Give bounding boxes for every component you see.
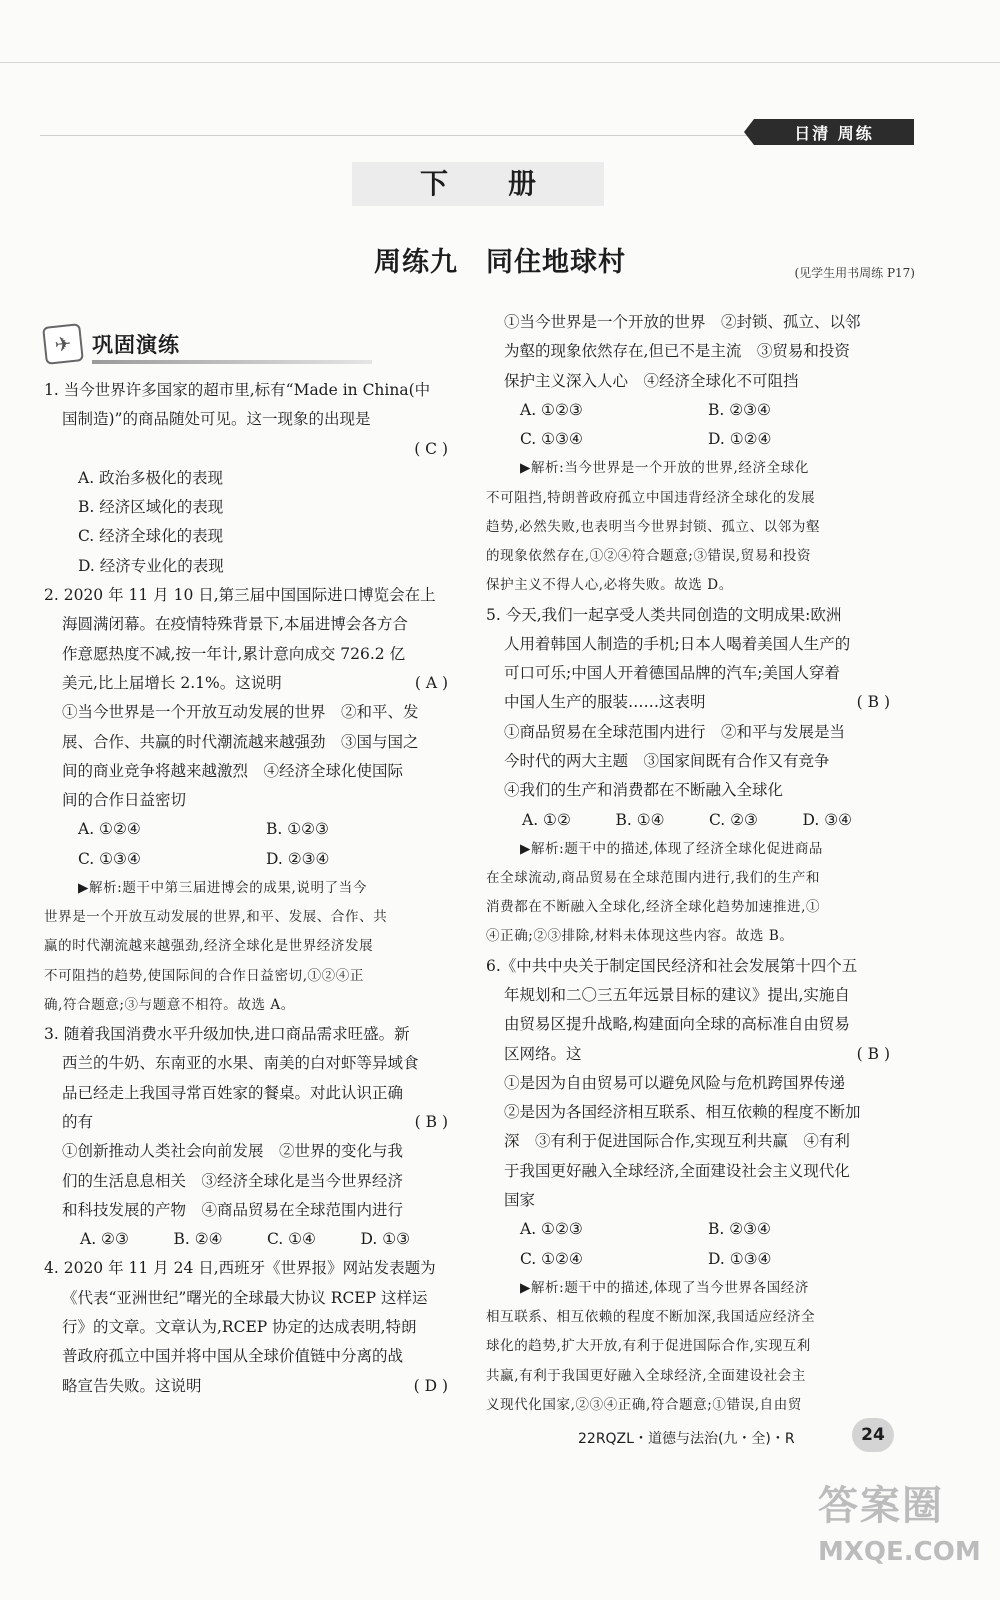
q1-line: 国制造)”的商品随处可见。这一现象的出现是 — [62, 410, 371, 429]
q4-statement: ①当今世界是一个开放的世界 ②封锁、孤立、以邻 — [504, 313, 861, 331]
q3-statement: 和科技发展的产物 ④商品贸易在全球范围内进行 — [62, 1200, 404, 1219]
q5-statement: ①商品贸易在全球范围内进行 ②和平与发展是当 — [504, 722, 846, 741]
q5-line: 人用着韩国人制造的手机;日本人喝着美国人生产的 — [504, 634, 851, 653]
q1-option: D. 经济专业化的表现 — [78, 556, 224, 575]
q5-line: 中国人生产的服装……这表明 — [504, 693, 706, 712]
q3-line: 品已经走上我国寻常百姓家的餐桌。对此认识正确 — [62, 1083, 404, 1102]
analysis-line: 共赢,有利于我国更好融入全球经济,全面建设社会主 — [486, 1367, 806, 1384]
q2-answer: ( A ) — [414, 673, 448, 692]
q2-line: 2. 2020 年 11 月 10 日,第三届中国国际进口博览会在上 — [44, 586, 436, 605]
volume-title: 下册 — [419, 167, 596, 200]
q1-option: A. 政治多极化的表现 — [78, 468, 224, 487]
q4-statement: 保护主义深入人心 ④经济全球化不可阻挡 — [504, 371, 799, 390]
q3-answer: ( B ) — [414, 1112, 448, 1131]
q3-statement: ①创新推动人类社会向前发展 ②世界的变化与我 — [62, 1142, 404, 1161]
section-title: 巩固演练 — [92, 333, 180, 357]
q5-line: 可口可乐;中国人开着德国品牌的汽车;美国人穿着 — [504, 664, 840, 683]
q3-option: B. ②④ — [173, 1230, 223, 1249]
analysis-line: 保护主义不得人心,必将失败。故选 D。 — [486, 577, 733, 594]
q2-statement: 展、合作、共赢的时代潮流越来越强劲 ③国与国之 — [62, 732, 419, 751]
q4-option: C. ①③④ — [520, 430, 583, 449]
q6-answer: ( B ) — [856, 1044, 890, 1063]
header-rule — [40, 135, 760, 136]
analysis-line: 赢的时代潮流越来越强劲,经济全球化是世界经济发展 — [44, 938, 374, 955]
top-divider — [0, 62, 1000, 63]
q6-statement: ②是因为各国经济相互联系、相互依赖的程度不断加 — [504, 1103, 861, 1122]
q2-option: A. ①②④ — [78, 820, 141, 839]
q4-answer: ( D ) — [413, 1376, 448, 1395]
q1-line: 1. 当今世界许多国家的超市里,标有“Made in China(中 — [44, 381, 431, 399]
q5-option: A. ①② — [522, 810, 571, 829]
analysis-line: 世界是一个开放互动发展的世界,和平、发展、合作、共 — [44, 909, 388, 926]
tag-arrow-icon — [744, 119, 754, 145]
q5-line: 5. 今天,我们一起享受人类共同创造的文明成果:欧洲 — [486, 605, 842, 624]
analysis-line: 不可阻挡,特朗普政府孤立中国违背经济全球化的发展 — [486, 489, 816, 506]
q6-option: D. ①③④ — [708, 1249, 772, 1268]
q6-analysis — [486, 1274, 896, 1420]
q6-line: 由贸易区提升战略,构建面向全球的高标准自由贸易 — [504, 1015, 850, 1034]
watermark-top: 答案圈 — [818, 1482, 944, 1529]
q4-analysis — [486, 454, 896, 600]
analysis-line: 消费都在不断融入全球化,经济全球化趋势加速推进,① — [486, 899, 821, 916]
q2-statement: 间的合作日益密切 — [62, 791, 187, 810]
page-number: 24 — [852, 1418, 894, 1452]
analysis-line: ▶解析:当今世界是一个开放的世界,经济全球化 — [520, 460, 809, 477]
q2-line: 海圆满闭幕。在疫情特殊背景下,本届进博会各方合 — [62, 615, 408, 634]
q4-line: 略宣告失败。这说明 — [62, 1376, 202, 1395]
analysis-line: 在全球流动,商品贸易在全球范围内进行,我们的生产和 — [486, 870, 821, 887]
q5-option: C. ②③ — [709, 810, 758, 829]
q2-analysis — [44, 874, 454, 1020]
q5-statement: 今时代的两大主题 ③国家间既有合作又有竞争 — [504, 751, 830, 770]
q2-statement: ①当今世界是一个开放互动发展的世界 ②和平、发 — [62, 703, 419, 722]
header-tag: 日清 周练 — [754, 119, 914, 145]
q4-line: 《代表“亚洲世纪”曙光的全球最大协议 RCEP 这样运 — [62, 1288, 428, 1307]
q1-answer: ( C ) — [414, 439, 448, 458]
q6-line: 年规划和二〇三五年远景目标的建议》提出,实施自 — [504, 985, 850, 1004]
q5-answer: ( B ) — [856, 693, 890, 712]
q4-option: D. ①②④ — [708, 430, 772, 449]
q6-statement: ①是因为自由贸易可以避免风险与危机跨国界传递 — [504, 1073, 846, 1092]
q2-statement: 间的商业竞争将越来越激烈 ④经济全球化使国际 — [62, 761, 404, 780]
q4-statement: 为壑的现象依然存在,但已不是主流 ③贸易和投资 — [504, 342, 850, 361]
q2-option: B. ①②③ — [266, 820, 329, 839]
q6-option: C. ①②④ — [520, 1249, 583, 1268]
analysis-line: ▶解析:题干中的描述,体现了当今世界各国经济 — [520, 1279, 809, 1296]
q2-line: 美元,比上届增长 2.1%。这说明 — [62, 673, 282, 692]
left-column — [44, 376, 454, 1401]
page-title: 周练九 同住地球村 — [374, 247, 626, 278]
analysis-line: ▶解析:题干中第三届进博会的成果,说明了当今 — [78, 880, 367, 897]
analysis-line: 确,符合题意;③与题意不相符。故选 A。 — [44, 996, 295, 1013]
analysis-line: 的现象依然存在,①②④符合题意;③错误,贸易和投资 — [486, 548, 812, 565]
q4-line: 普政府孤立中国并将中国从全球价值链中分离的战 — [62, 1347, 404, 1366]
q2-option: C. ①③④ — [78, 849, 141, 868]
footer-code: 22RQZL・道德与法治(九・全)・R — [578, 1431, 795, 1447]
q4-line: 4. 2020 年 11 月 24 日,西班牙《世界报》网站发表题为 — [44, 1259, 436, 1278]
analysis-line: ④正确;②③排除,材料未体现这些内容。故选 B。 — [486, 928, 794, 945]
rocket-icon: ✈ — [42, 323, 84, 365]
q4-line: 行》的文章。文章认为,RCEP 协定的达成表明,特朗 — [62, 1318, 417, 1337]
analysis-line: 趋势,必然失败,也表明当今世界封锁、孤立、以邻为壑 — [486, 518, 821, 535]
q4-option: A. ①②③ — [520, 400, 583, 419]
analysis-line: 义现代化国家,②③④正确,符合题意;①错误,自由贸 — [486, 1396, 802, 1413]
q6-statement: 于我国更好融入全球经济,全面建设社会主义现代化 — [504, 1161, 850, 1180]
watermark — [818, 1478, 981, 1588]
q3-option: C. ①④ — [267, 1230, 316, 1249]
q6-option: B. ②③④ — [708, 1220, 771, 1239]
q5-option: D. ③④ — [802, 810, 853, 829]
q6-statement: 国家 — [504, 1191, 536, 1210]
watermark-bottom: MXQE.COM — [818, 1537, 981, 1567]
q6-line: 6.《中共中央关于制定国民经济和社会发展第十四个五 — [486, 956, 858, 975]
q3-option: A. ②③ — [80, 1230, 129, 1249]
q2-option: D. ②③④ — [266, 849, 330, 868]
right-column — [486, 308, 896, 1420]
q1-option: B. 经济区域化的表现 — [78, 498, 224, 517]
q6-statement: 深 ③有利于促进国际合作,实现互利共赢 ④有利 — [504, 1132, 850, 1151]
reference-note: (见学生用书周练 P17) — [794, 266, 915, 280]
q5-option: B. ①④ — [615, 810, 665, 829]
q2-line: 作意愿热度不减,按一年计,累计意向成交 726.2 亿 — [62, 644, 406, 663]
q3-line: 3. 随着我国消费水平升级加快,进口商品需求旺盛。新 — [44, 1025, 410, 1044]
q1-option: C. 经济全球化的表现 — [78, 527, 224, 546]
q3-option: D. ①③ — [360, 1230, 411, 1249]
analysis-line: 相互联系、相互依赖的程度不断加深,我国适应经济全 — [486, 1309, 816, 1326]
q3-line: 西兰的牛奶、东南亚的水果、南美的白对虾等异域食 — [62, 1054, 419, 1073]
section-underline — [92, 360, 372, 364]
analysis-line: 球化的趋势,扩大开放,有利于促进国际合作,实现互利 — [486, 1338, 811, 1355]
section-header — [44, 325, 374, 365]
q6-option: A. ①②③ — [520, 1220, 583, 1239]
q6-line: 区网络。这 — [504, 1044, 582, 1063]
q5-analysis — [486, 835, 896, 952]
analysis-line: ▶解析:题干中的描述,体现了经济全球化促进商品 — [520, 840, 824, 857]
analysis-line: 不可阻挡的趋势,使国际间的合作日益密切,①②④正 — [44, 967, 364, 984]
q5-statement: ④我们的生产和消费都在不断融入全球化 — [504, 781, 784, 800]
q3-line: 的有 — [62, 1112, 94, 1131]
q3-statement: 们的生活息息相关 ③经济全球化是当今世界经济 — [62, 1171, 404, 1190]
q4-option: B. ②③④ — [708, 400, 771, 419]
